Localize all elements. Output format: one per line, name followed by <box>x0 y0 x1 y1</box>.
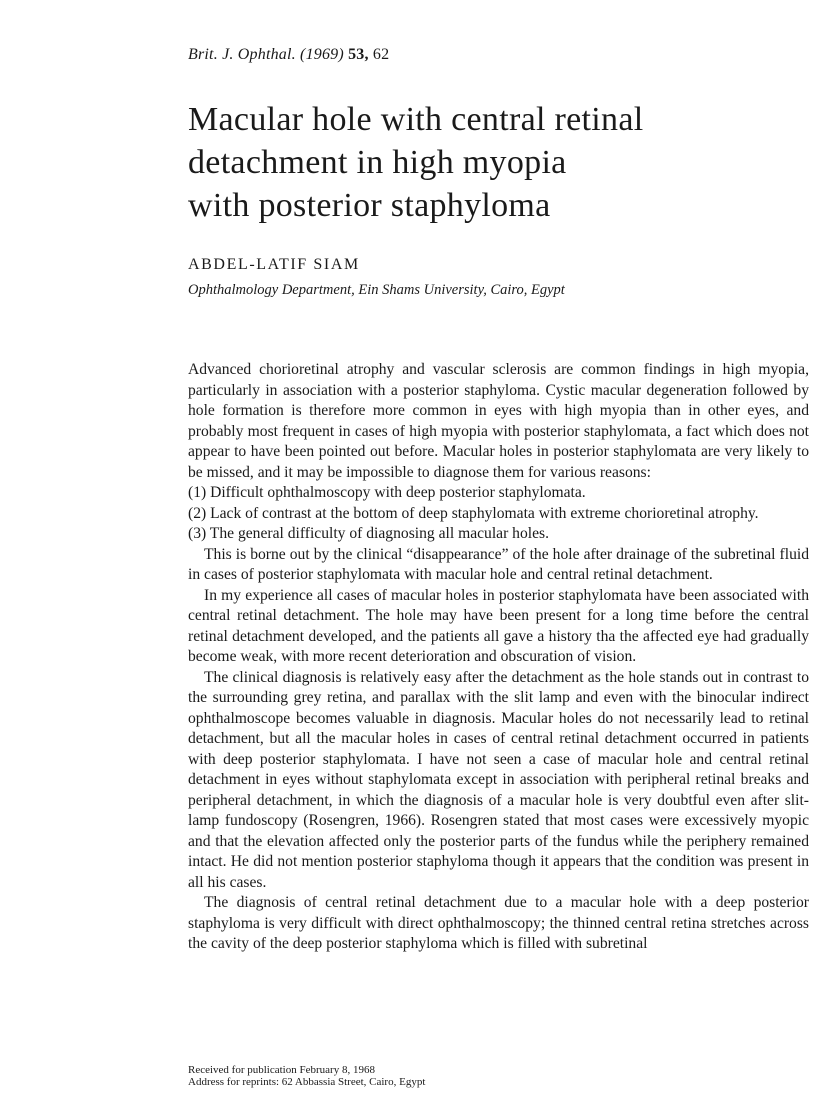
article-title <box>188 98 788 227</box>
journal-citation <box>188 46 389 64</box>
author-affiliation: Ophthalmology Department, Ein Shams University, Cairo, Egypt <box>188 282 565 298</box>
journal-name: Brit. J. Ophthal. <box>188 46 296 63</box>
footnote-address: Address for reprints: 62 Abbassia Street, Cairo, Egypt <box>188 1076 426 1088</box>
journal-year: (1969) <box>300 46 344 63</box>
footnote-received: Received for publication February 8, 1968 <box>188 1064 375 1076</box>
journal-page: 62 <box>372 46 390 63</box>
body-paragraph: Advanced chorioretinal atrophy and vascular sclerosis are common findings in high myopia, particularly in association with a posterior staphyloma. Cystic macular degeneration followed by hole formation is therefore more common in eyes with high myopia than in other eyes, and probably most frequent in cases of high myopia with posterior staphylomata, a fact which does not appear to have been pointed out before. Macular holes in posterior staphylomata are very likely to be missed, and it may be impossible to diagnose them for various reasons: <box>188 361 809 481</box>
footnote <box>188 1064 425 1088</box>
body-paragraph: The diagnosis of central retinal detachment due to a macular hole with a deep posterior staphyloma is very difficult with direct ophthalmoscopy; the thinned central retina stretches across the cavity of the deep posterior staphyloma which is filled with subretinal <box>188 894 809 952</box>
title-line: with posterior staphyloma <box>188 187 551 224</box>
author-name: ABDEL-LATIF SIAM <box>188 256 360 273</box>
title-line: detachment in high myopia <box>188 144 567 181</box>
body-paragraph: In my experience all cases of macular holes in posterior staphylomata have been associated with central retinal detachment. The hole may have been present for a long time before the central retinal detachment developed, and the patients all gave a history tha the affected eye had gradually become weak, with more recent deterioration and obscuration of vision. <box>188 586 809 665</box>
journal-volume: 53, <box>348 46 369 63</box>
list-item: (1) Difficult ophthalmoscopy with deep posterior staphylomata. <box>188 484 586 501</box>
body-paragraph: This is borne out by the clinical “disappearance” of the hole after drainage of the subretinal fluid in cases of posterior staphylomata with macular hole and central retinal detachment. <box>188 545 809 583</box>
article-body <box>188 360 809 955</box>
list-item: (2) Lack of contrast at the bottom of deep staphylomata with extreme chorioretinal atrophy. <box>188 504 759 522</box>
list-item: (3) The general difficulty of diagnosing all macular holes. <box>188 525 550 542</box>
title-line: Macular hole with central retinal <box>188 101 644 138</box>
body-paragraph: The clinical diagnosis is relatively easy after the detachment as the hole stands out in contrast to the surrounding grey retina, and parallax with the slit lamp and even with the binocular indirect ophthalmoscope becomes valuable in diagnosis. Macular holes do not necessarily lead to retinal detachment, but all the macular holes in cases of central retinal detachment occurred in patients with deep posterior staphylomata. I have not seen a case of macular hole and central retinal detachment in eyes without staphylomata except in association with peripheral retinal breaks and peripheral detachment, in which the diagnosis of a macular hole is very doubtful even after slit-lamp fundoscopy (Rosengren, 1966). Rosengren stated that most cases were excessively myopic and that the elevation affected only the posterior parts of the fundus while the periphery remained intact. He did not mention posterior staphyloma though it appears that the condition was present in all his cases. <box>188 668 809 891</box>
